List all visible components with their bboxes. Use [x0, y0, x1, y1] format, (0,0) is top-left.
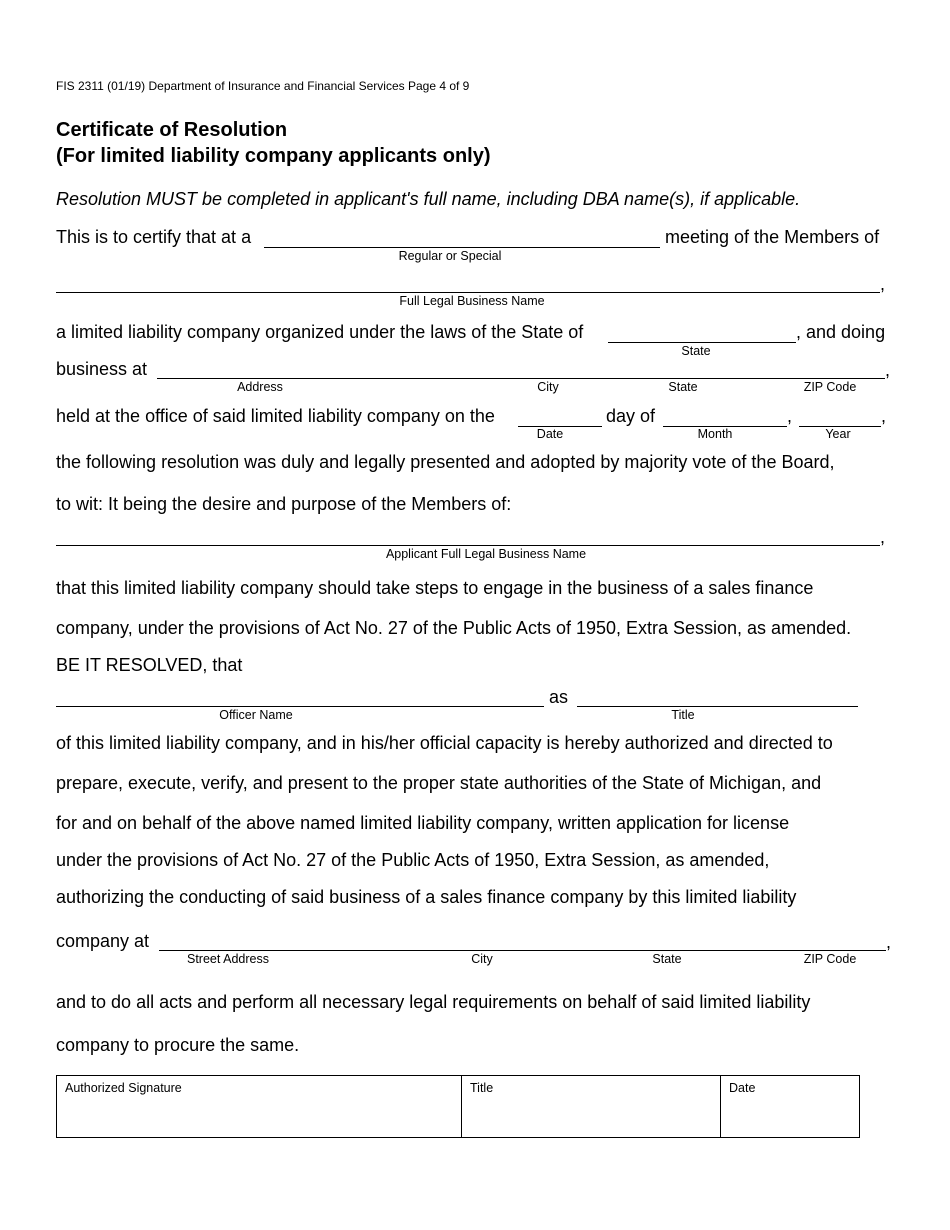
- signature-title-cell[interactable]: [462, 1076, 721, 1138]
- comma: ,: [881, 406, 887, 426]
- form-header: FIS 2311 (01/19) Department of Insurance and Financial Services Page 4 of 9: [56, 79, 470, 93]
- city-caption: City: [537, 380, 559, 394]
- closing-text-1: and to do all acts and perform all necessary legal requirements on behalf of said limited liability: [56, 992, 811, 1012]
- resolution-text-2: to wit: It being the desire and purpose of the Members of:: [56, 494, 512, 514]
- officer-title-field[interactable]: [577, 706, 858, 707]
- officer-name-caption: Officer Name: [219, 708, 293, 722]
- business-at-text: business at: [56, 359, 148, 379]
- organized-tail-text: , and doing: [796, 322, 886, 342]
- date-caption: Date: [536, 427, 564, 441]
- state-caption: State: [668, 380, 698, 394]
- signature-title-label: Title: [470, 1081, 494, 1095]
- state-caption: State: [652, 952, 682, 966]
- authorization-text-5: authorizing the conducting of said business of a sales finance company by this limited liability: [56, 887, 797, 907]
- organized-lead-text: a limited liability company organized under the laws of the State of: [56, 322, 584, 342]
- held-at-text: held at the office of said limited liability company on the: [56, 406, 495, 426]
- meeting-type-caption: Regular or Special: [398, 249, 502, 263]
- officer-title-caption: Title: [671, 708, 695, 722]
- comma: ,: [886, 932, 892, 952]
- comma: ,: [880, 274, 886, 294]
- signature-table: [56, 1075, 860, 1138]
- applicant-name-field[interactable]: [56, 545, 880, 546]
- meeting-type-field[interactable]: [264, 247, 660, 248]
- be-it-resolved-text: BE IT RESOLVED, that: [56, 655, 243, 675]
- purpose-text-2: company, under the provisions of Act No. 27 of the Public Acts of 1950, Extra Session, as amended.: [56, 618, 852, 638]
- authorization-text-2: prepare, execute, verify, and present to the proper state authorities of the State of Michigan, and: [56, 773, 822, 793]
- signature-date-label: Date: [729, 1081, 756, 1095]
- officer-name-field[interactable]: [56, 706, 544, 707]
- page-subtitle: (For limited liability company applicants only): [56, 145, 491, 167]
- business-address-field[interactable]: [157, 378, 885, 379]
- authorized-signature-cell[interactable]: [57, 1076, 462, 1138]
- as-text: as: [549, 687, 569, 707]
- authorization-text-3: for and on behalf of the above named limited liability company, written application for license: [56, 813, 790, 833]
- organized-state-caption: State: [681, 344, 711, 358]
- business-name-field[interactable]: [56, 292, 880, 293]
- signature-date-cell[interactable]: [721, 1076, 860, 1138]
- comma: ,: [880, 527, 886, 547]
- closing-text-2: company to procure the same.: [56, 1035, 300, 1055]
- month-caption: Month: [697, 427, 733, 441]
- authorized-signature-label: Authorized Signature: [65, 1081, 182, 1095]
- authorization-text-4: under the provisions of Act No. 27 of the Public Acts of 1950, Extra Session, as amended,: [56, 850, 770, 870]
- comma: ,: [787, 406, 793, 426]
- zip-caption: ZIP Code: [803, 952, 857, 966]
- purpose-text-1: that this limited liability company should take steps to engage in the business of a sales finance: [56, 578, 814, 598]
- page-title: Certificate of Resolution: [56, 119, 288, 141]
- company-at-text: company at: [56, 931, 150, 951]
- instruction-text: Resolution MUST be completed in applicant's full name, including DBA name(s), if applicable.: [56, 189, 801, 209]
- applicant-name-caption: Applicant Full Legal Business Name: [385, 547, 587, 561]
- business-name-caption: Full Legal Business Name: [399, 294, 545, 308]
- authorization-text-1: of this limited liability company, and in his/her official capacity is hereby authorized and directed to: [56, 733, 833, 753]
- organized-state-field[interactable]: [608, 342, 796, 343]
- company-address-field[interactable]: [159, 950, 886, 951]
- day-of-text: day of: [606, 406, 656, 426]
- street-address-caption: Street Address: [187, 952, 269, 966]
- zip-caption: ZIP Code: [803, 380, 857, 394]
- certify-tail-text: meeting of the Members of: [665, 227, 880, 247]
- comma: ,: [885, 360, 891, 380]
- certify-lead-text: This is to certify that at a: [56, 227, 252, 247]
- resolution-text-1: the following resolution was duly and legally presented and adopted by majority vote of the Board,: [56, 452, 835, 472]
- address-caption: Address: [237, 380, 283, 394]
- year-caption: Year: [825, 427, 851, 441]
- city-caption: City: [471, 952, 493, 966]
